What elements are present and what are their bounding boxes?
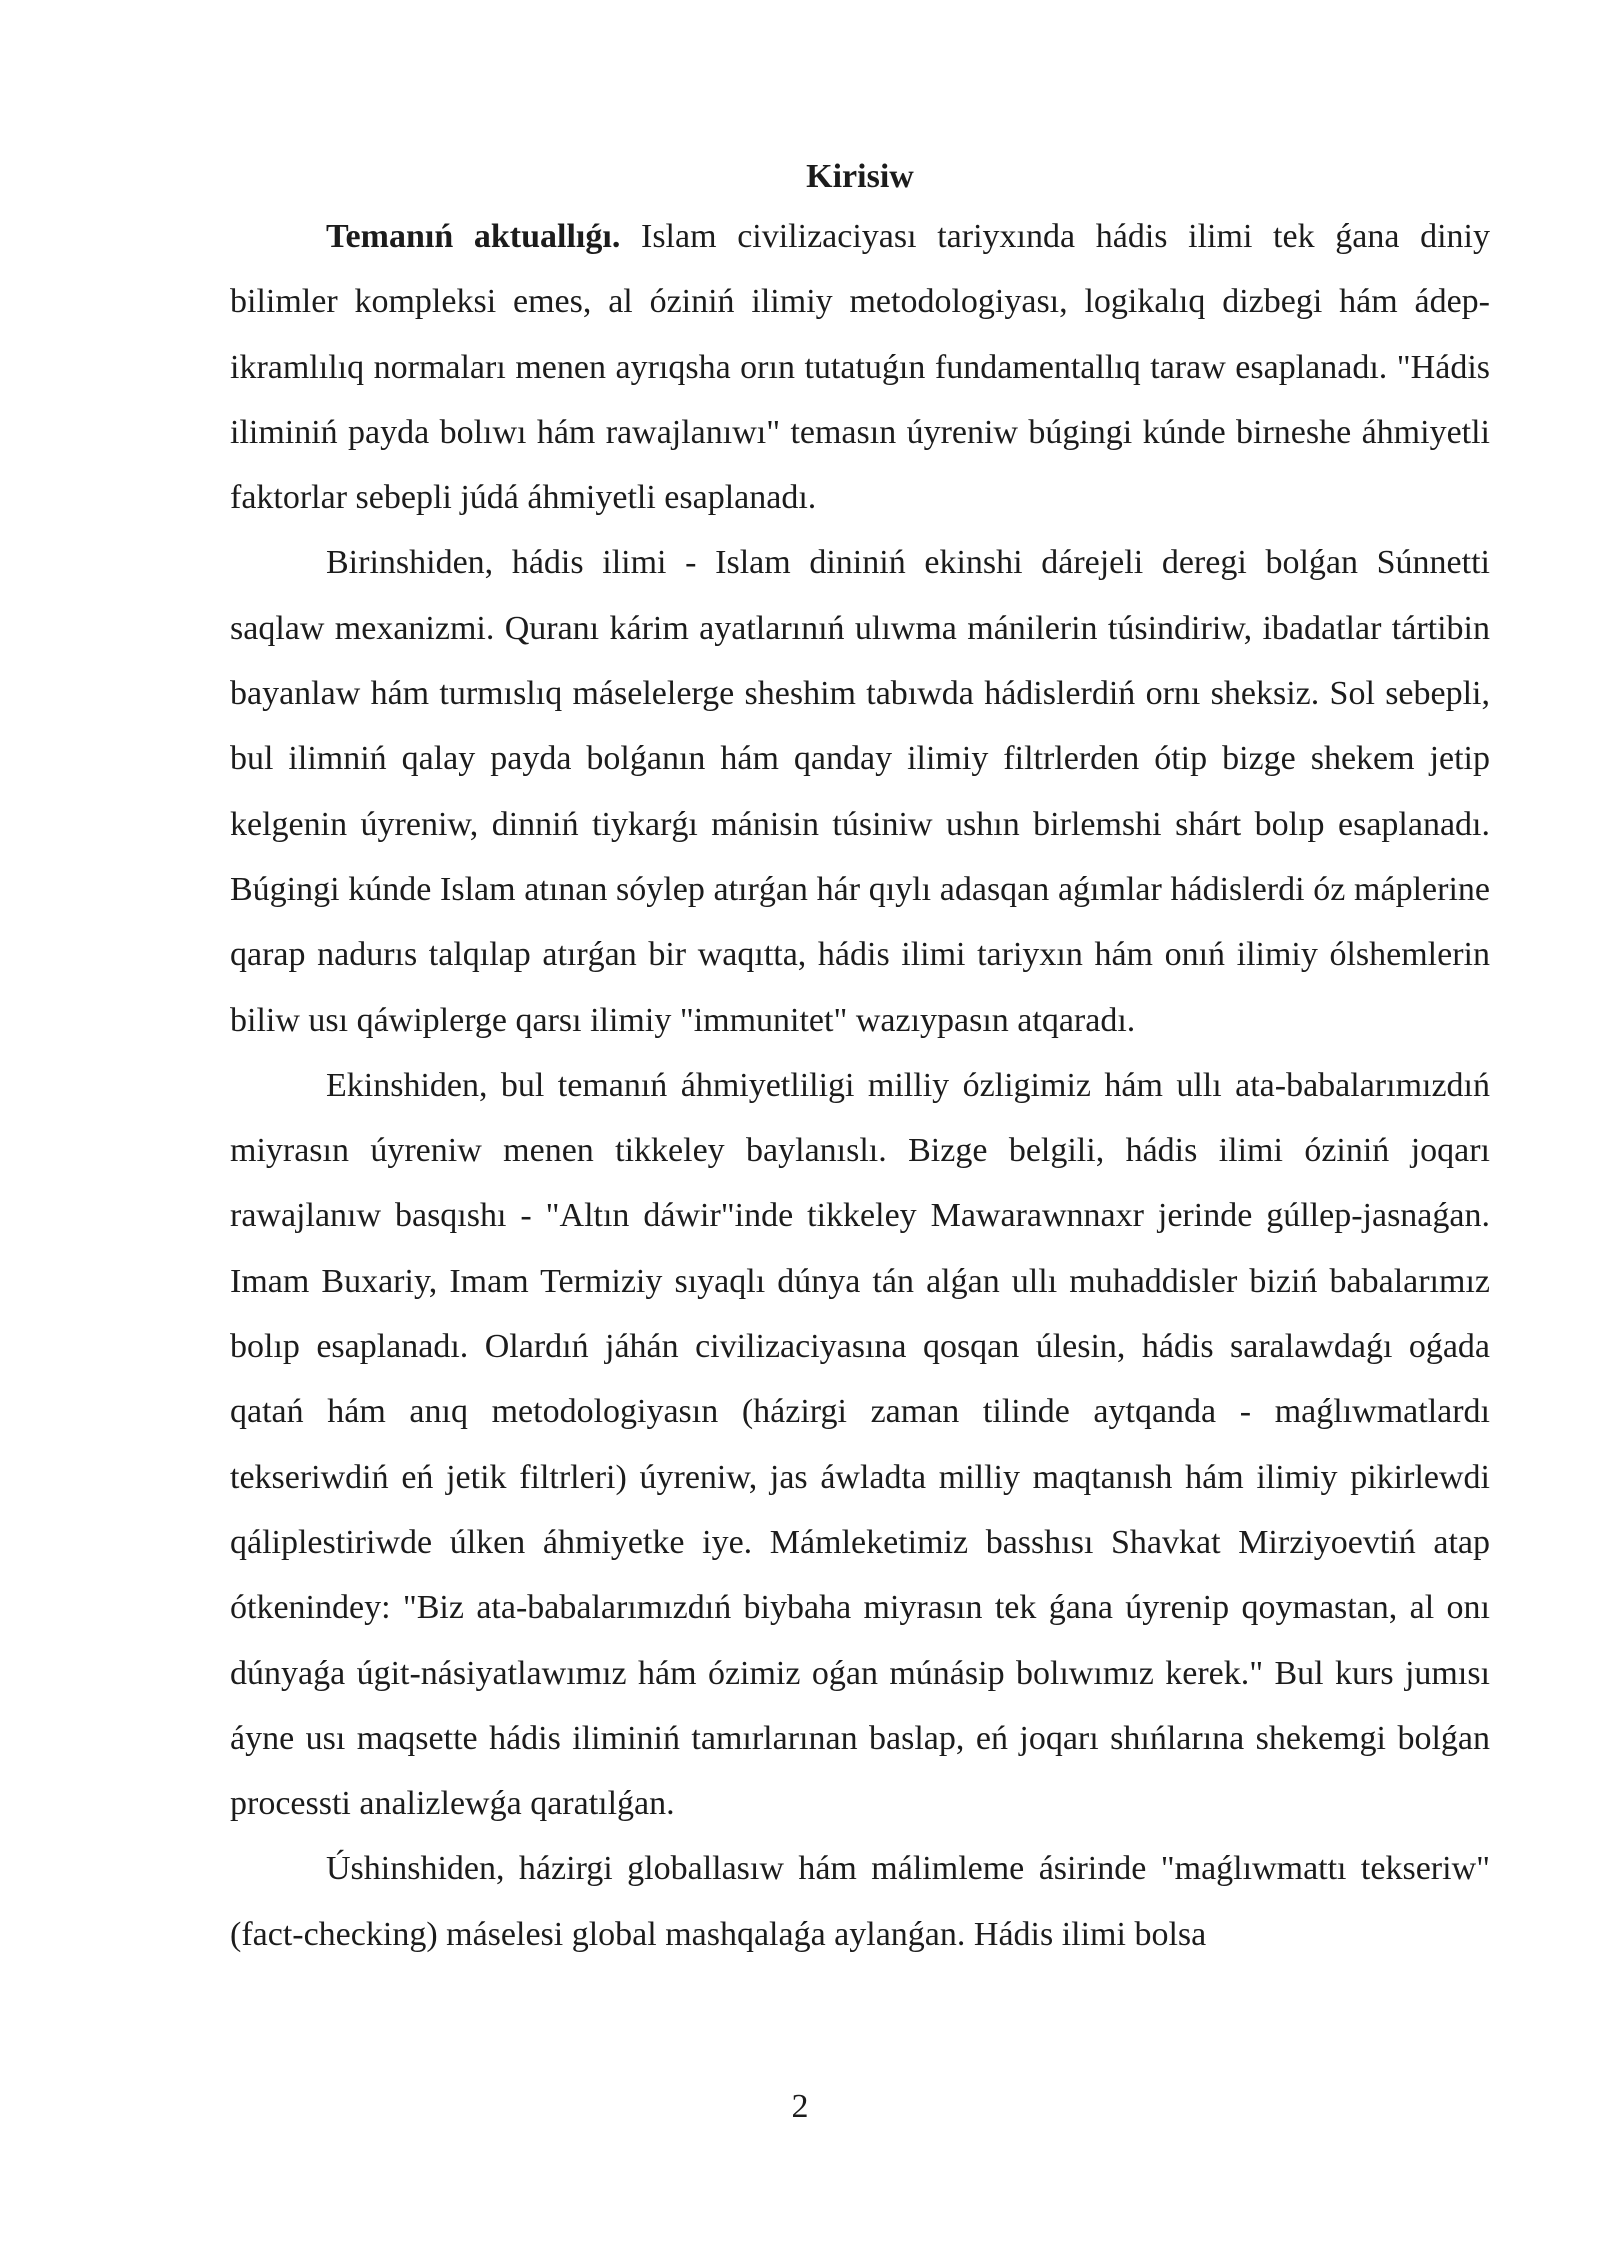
paragraph-lead: Temanıń aktuallıǵı. <box>326 218 621 255</box>
page-title: Kirisiw <box>806 158 914 195</box>
paragraph-relevance <box>230 204 1490 530</box>
paragraph-second <box>230 1053 1490 1837</box>
paragraph-text: Ekinshiden, bul temanıń áhmiyetliligi milliy ózligimiz hám ullı ata-babalarımızdıń miyrasın úyreniw menen tikkeley baylanıslı. Bizge belgili, hádis ilimi óziniń joqarı rawajlanıw basqıshı - "Altın dáwir"inde tikkeley Mawarawnnaxr jerinde gúllep-jasnaǵan. Imam Buxariy, Imam Termiziy sıyaqlı dúnya tán alǵan ullı muhaddisler biziń babalarımız bolıp esaplanadı. Olardıń jáhán civilizaciyasına qosqan úlesin, hádis saralawdaǵı oǵada qatań hám anıq metodologiyasın (házirgi zaman tilinde aytqanda - maǵlıwmatlardı tekseriwdiń eń jetik filtrleri) úyreniw, jas áwladta milliy maqtanısh hám ilimiy pikirlewdi qáliplestiriwde úlken áhmiyetke iye. Mámleketimiz basshısı Shavkat Mirziyoevtiń atap ótkenindey: "Biz ata-babalarımızdıń biybaha miyrasın tek ǵana úyrenip qoymastan, al onı dúnyaǵa úgit-násiyatlawımız hám ózimiz oǵan múnásip bolıwımız kerek." Bul kurs jumısı áyne usı maqsette hádis iliminiń tamırlarınan baslap, eń joqarı shıńlarına shekemgi bolǵan processti analizlewǵa qaratılǵan. <box>230 1066 1490 1823</box>
page-number: 2 <box>791 2088 809 2125</box>
paragraph-text: Islam civilizaciyası tariyxında hádis ilimi tek ǵana diniy bilimler kompleksi emes, al óziniń ilimiy metodologiyası, logikalıq dizbegi hám ádep-ikramlılıq normaları menen ayrıqsha orın tutatuǵın fundamentallıq taraw esaplanadı. "Hádis iliminiń payda bolıwı hám rawajlanıwı" temasın úyreniw búgingi kúnde birneshe áhmiyetli faktorlar sebepli júdá áhmiyetli esaplanadı. <box>230 218 1490 517</box>
document-body <box>230 150 1490 1967</box>
paragraph-third <box>230 1836 1490 1967</box>
paragraph-first <box>230 530 1490 1052</box>
paragraph-text: Úshinshiden, házirgi globallasıw hám málimleme ásirinde "maǵlıwmattı tekseriw" (fact-checking) máselesi global mashqalaǵa aylanǵan. Hádis ilimi bolsa <box>230 1850 1490 1953</box>
paragraph-text: Birinshiden, hádis ilimi - Islam dininiń ekinshi dárejeli deregi bolǵan Súnnetti saqlaw mexanizmi. Quranı kárim ayatlarınıń ulıwma mánilerin túsindiriw, ibadatlar tártibin bayanlaw hám turmıslıq máselelerge sheshim tabıwda hádislerdiń ornı sheksiz. Sol sebepli, bul ilimniń qalay payda bolǵanın hám qanday ilimiy filtrlerden ótip bizge shekem jetip kelgenin úyreniw, dinniń tiykarǵı mánisin túsiniw ushın birlemshi shárt bolıp esaplanadı. Búgingi kúnde Islam atınan sóylep atırǵan hár qıylı adasqan aǵımlar hádislerdi óz máplerine qarap nadurıs talqılap atırǵan bir waqıtta, hádis ilimi tariyxın hám onıń ilimiy ólshemlerin biliw usı qáwiplerge qarsı ilimiy "immunitet" wazıypasın atqaradı. <box>230 544 1490 1039</box>
